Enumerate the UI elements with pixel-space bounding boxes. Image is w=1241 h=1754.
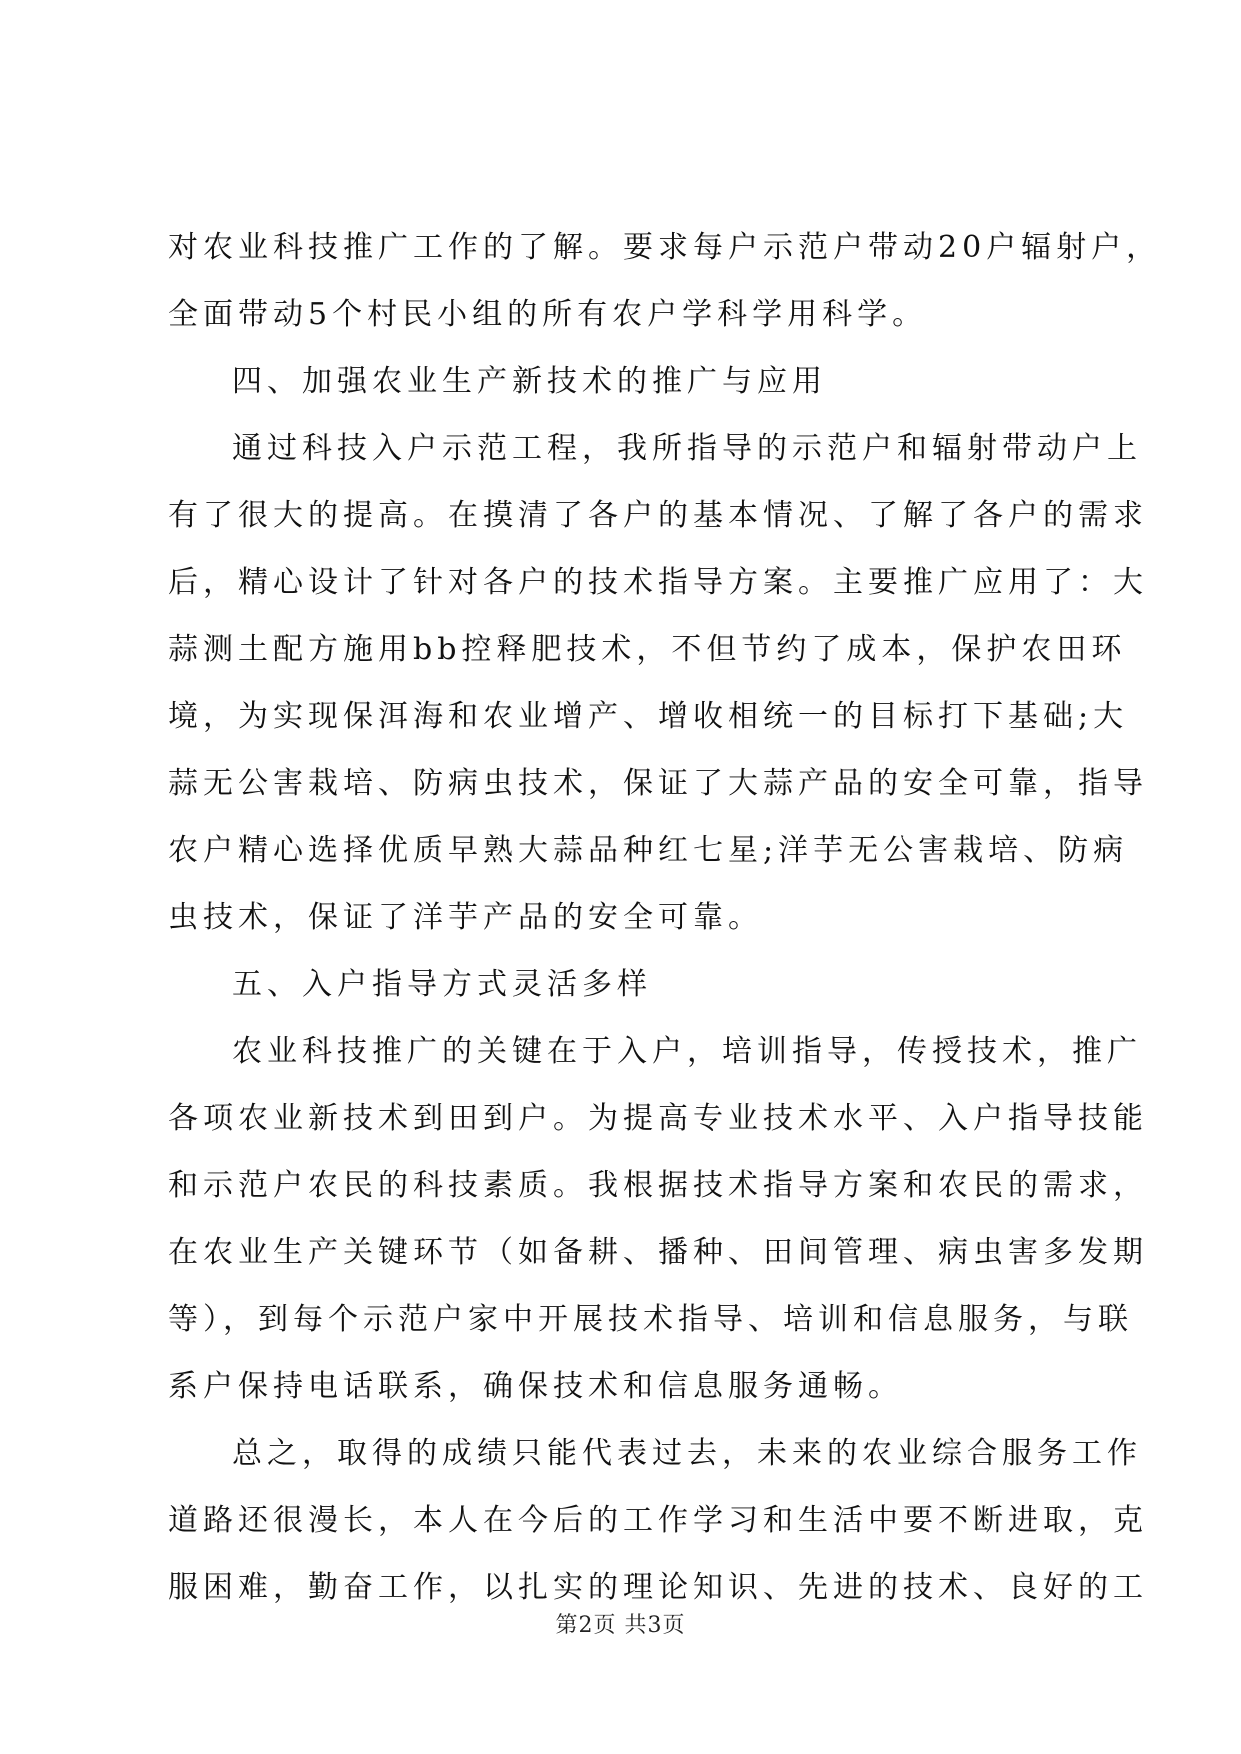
text-line: 对农业科技推广工作的了解。要求每户示范户带动20户辐射户，	[168, 230, 1162, 265]
text-line: 总之，取得的成绩只能代表过去，未来的农业综合服务工作	[232, 1436, 1142, 1471]
text-line: 农户精心选择优质早熟大蒜品种红七星;洋芋无公害栽培、防病	[168, 833, 1129, 868]
text-line: 道路还很漫长，本人在今后的工作学习和生活中要不断进取，克	[168, 1503, 1148, 1538]
text-line: 后，精心设计了针对各户的技术指导方案。主要推广应用了：大	[168, 565, 1148, 600]
text-line: 在农业生产关键环节（如备耕、播种、田间管理、病虫害多发期	[168, 1235, 1148, 1270]
page-number-footer: 第2页 共3页	[555, 1613, 686, 1638]
section-heading-4: 四、加强农业生产新技术的推广与应用	[232, 364, 827, 399]
text-line: 通过科技入户示范工程，我所指导的示范户和辐射带动户上	[232, 431, 1142, 466]
text-line: 等），到每个示范户家中开展技术指导、培训和信息服务，与联	[168, 1302, 1133, 1337]
text-line: 蒜测土配方施用bb控释肥技术，不但节约了成本，保护农田环	[168, 632, 1127, 667]
text-line: 和示范户农民的科技素质。我根据技术指导方案和农民的需求，	[168, 1168, 1148, 1203]
text-line: 有了很大的提高。在摸清了各户的基本情况、了解了各户的需求	[168, 498, 1148, 533]
text-line: 全面带动5个村民小组的所有农户学科学用科学。	[168, 297, 928, 332]
text-line: 虫技术，保证了洋芋产品的安全可靠。	[168, 900, 763, 935]
text-line: 系户保持电话联系，确保技术和信息服务通畅。	[168, 1369, 903, 1404]
text-line: 服困难，勤奋工作，以扎实的理论知识、先进的技术、良好的工	[168, 1570, 1148, 1605]
text-line: 境，为实现保洱海和农业增产、增收相统一的目标打下基础;大	[168, 699, 1129, 734]
text-line: 农业科技推广的关键在于入户，培训指导，传授技术，推广	[232, 1034, 1142, 1069]
document-body	[168, 230, 1162, 1638]
section-heading-5: 五、入户指导方式灵活多样	[232, 967, 652, 1002]
text-line: 各项农业新技术到田到户。为提高专业技术水平、入户指导技能	[168, 1101, 1148, 1136]
text-line: 蒜无公害栽培、防病虫技术，保证了大蒜产品的安全可靠，指导	[168, 766, 1148, 801]
